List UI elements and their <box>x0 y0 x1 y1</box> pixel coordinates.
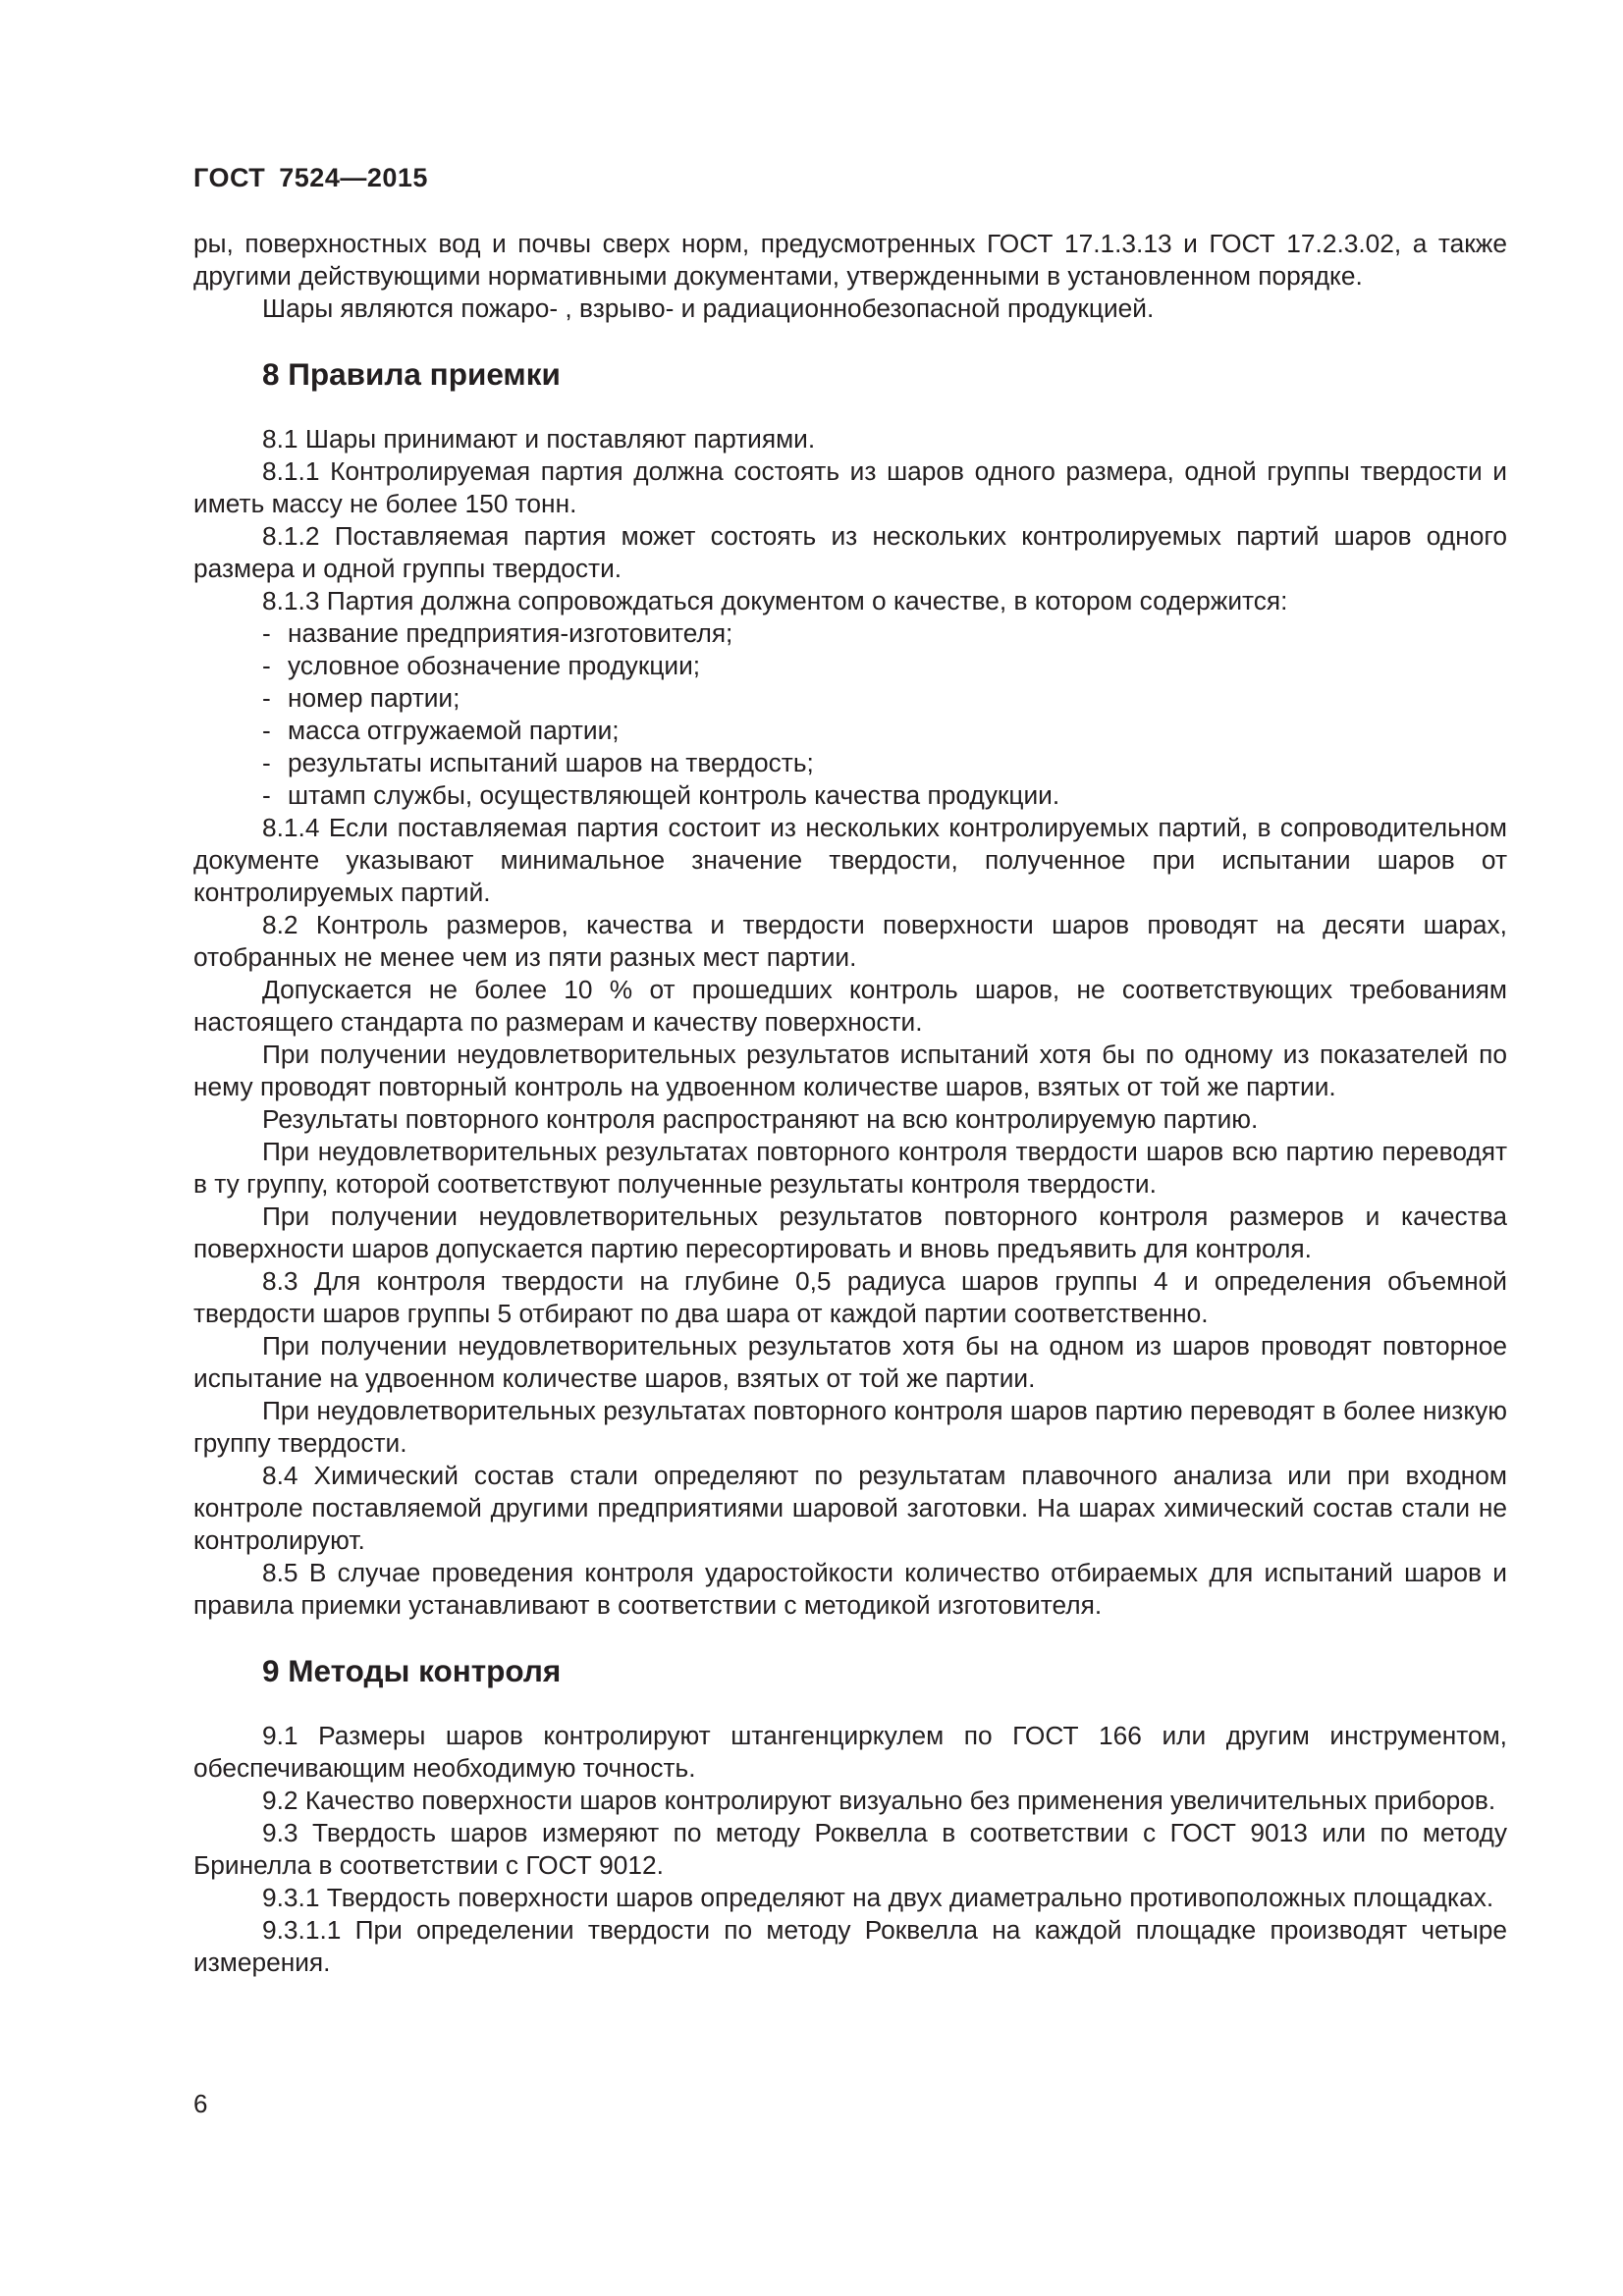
clause-8-1-4: 8.1.4 Если поставляемая партия состоит из нескольких контролируемых партий, в сопроводительном документе указывают минимальное значение твердости, полученное при испытании шаров от контролируемых партий. <box>193 813 1507 907</box>
paragraph: При получении неудовлетворительных результатов повторного контроля размеров и качества поверхности шаров допускается партию пересортировать и вновь предъявить для контроля. <box>193 1201 1507 1263</box>
section-heading-8: 8 Правила приемки <box>262 356 561 392</box>
list-item <box>193 779 1507 812</box>
page-body <box>193 228 1507 1979</box>
intro-paragraph: ры, поверхностных вод и почвы сверх норм, предусмотренных ГОСТ 17.1.3.13 и ГОСТ 17.2.3.02, а также другими действующими нормативными документами, утвержденными в установленном порядке. <box>193 229 1507 291</box>
list-item <box>193 715 1507 747</box>
list-marker: - <box>262 618 271 648</box>
paragraph: При неудовлетворительных результатах повторного контроля твердости шаров всю партию переводят в ту группу, которой соответствуют полученные результаты контроля твердости. <box>193 1137 1507 1199</box>
clause-9-3-1: 9.3.1 Твердость поверхности шаров определяют на двух диаметрально противоположных площадках. <box>262 1883 1494 1912</box>
page-number: 6 <box>193 2089 208 2118</box>
document-header: ГОСТ 7524—2015 <box>193 163 428 192</box>
clause-8-3: 8.3 Для контроля твердости на глубине 0,5 радиуса шаров группы 4 и определения объемной твердости шаров группы 5 отбирают по два шара от каждой партии соответственно. <box>193 1266 1507 1328</box>
list-item <box>193 617 1507 650</box>
paragraph: При неудовлетворительных результатах повторного контроля шаров партию переводят в более низкую группу твердости. <box>193 1396 1507 1458</box>
list-marker: - <box>262 748 271 777</box>
list-item <box>193 682 1507 715</box>
clause-8-2: 8.2 Контроль размеров, качества и твердости поверхности шаров проводят на десяти шарах, отобранных не менее чем из пяти разных мест партии. <box>193 910 1507 972</box>
clause-8-4: 8.4 Химический состав стали определяют по результатам плавочного анализа или при входном контроле поставляемой другими предприятиями шаровой заготовки. На шарах химический состав стали не контролируют. <box>193 1461 1507 1555</box>
section-heading-9: 9 Методы контроля <box>262 1653 562 1688</box>
paragraph: При получении неудовлетворительных результатов испытаний хотя бы по одному из показателей по нему проводят повторный контроль на удвоенном количестве шаров, взятых от той же партии. <box>193 1040 1507 1101</box>
document-contents-list <box>193 617 1507 812</box>
list-item <box>193 747 1507 779</box>
list-marker: - <box>262 780 271 810</box>
list-item-text: масса отгружаемой партии; <box>288 716 620 745</box>
clause-8-1-3: 8.1.3 Партия должна сопровождаться документом о качестве, в котором содержится: <box>262 586 1288 615</box>
list-marker: - <box>262 683 271 713</box>
list-item-text: результаты испытаний шаров на твердость; <box>288 748 814 777</box>
clause-8-1-2: 8.1.2 Поставляемая партия может состоять из нескольких контролируемых партий шаров одного размера и одной группы твердости. <box>193 521 1507 583</box>
paragraph: Результаты повторного контроля распространяют на всю контролируемую партию. <box>262 1104 1259 1134</box>
clause-9-1: 9.1 Размеры шаров контролируют штангенциркулем по ГОСТ 166 или другим инструментом, обеспечивающим необходимую точность. <box>193 1721 1507 1783</box>
list-item-text: номер партии; <box>288 683 460 713</box>
clause-9-3-1-1: 9.3.1.1 При определении твердости по методу Роквелла на каждой площадке производят четыре измерения. <box>193 1915 1507 1977</box>
paragraph: При получении неудовлетворительных результатов хотя бы на одном из шаров проводят повторное испытание на удвоенном количестве шаров, взятых от той же партии. <box>193 1331 1507 1393</box>
intro-paragraph: Шары являются пожаро- , взрыво- и радиационнобезопасной продукцией. <box>262 294 1155 323</box>
clause-9-2: 9.2 Качество поверхности шаров контролируют визуально без применения увеличительных приборов. <box>262 1786 1496 1815</box>
clause-9-3: 9.3 Твердость шаров измеряют по методу Роквелла в соответствии с ГОСТ 9013 или по методу Бринелла в соответствии с ГОСТ 9012. <box>193 1818 1507 1880</box>
clause-8-5: 8.5 В случае проведения контроля ударостойкости количество отбираемых для испытаний шаров и правила приемки устанавливают в соответствии с методикой изготовителя. <box>193 1558 1507 1620</box>
clause-8-1-1: 8.1.1 Контролируемая партия должна состоять из шаров одного размера, одной группы твердости и иметь массу не более 150 тонн. <box>193 456 1507 518</box>
paragraph: Допускается не более 10 % от прошедших контроль шаров, не соответствующих требованиям настоящего стандарта по размерам и качеству поверхности. <box>193 975 1507 1037</box>
list-marker: - <box>262 716 271 745</box>
list-item <box>193 650 1507 682</box>
list-item-text: штамп службы, осуществляющей контроль качества продукции. <box>288 780 1060 810</box>
list-item-text: название предприятия-изготовителя; <box>288 618 733 648</box>
list-marker: - <box>262 651 271 680</box>
clause-8-1: 8.1 Шары принимают и поставляют партиями. <box>262 424 816 454</box>
list-item-text: условное обозначение продукции; <box>288 651 701 680</box>
